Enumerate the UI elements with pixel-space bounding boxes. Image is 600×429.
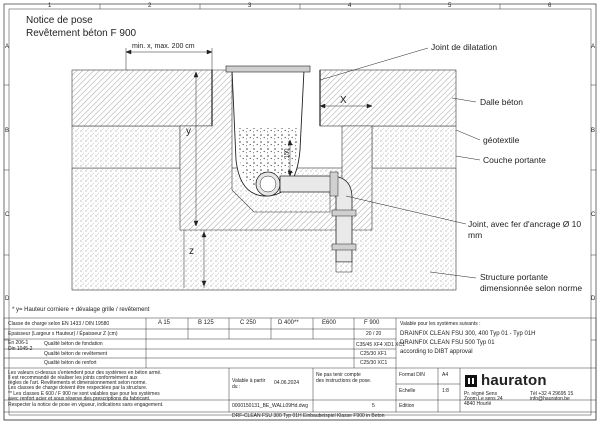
frame-col-3: 3 xyxy=(248,3,252,9)
frame-col-1: 1 xyxy=(48,3,52,9)
frame-col-5: 5 xyxy=(448,3,452,9)
dimension-top-label: min. x, max. 200 cm xyxy=(132,43,195,50)
disclaimer-line-2: des instructions de pose. xyxy=(316,378,372,384)
format-value: A4 xyxy=(442,372,449,378)
frame-row-d: D xyxy=(5,296,10,302)
callout-structure-portante-line2: dimensionnée selon norme xyxy=(480,283,583,293)
note-line-1: Les valeurs ci-dessus s'entendent pour des systèmes en béton armé. xyxy=(8,370,162,376)
address-line-3: 4840 Hourlé xyxy=(464,401,492,407)
contact-email: info@hauraton.be xyxy=(530,396,570,402)
callout-joint-ancrage-line2: mm xyxy=(468,230,483,240)
echelle-value: 1:8 xyxy=(442,388,449,394)
echelle-label: Echelle xyxy=(399,388,416,394)
dimension-150-label: 150 xyxy=(284,148,291,159)
systems-header: Valable pour les systèmes suivants : xyxy=(400,321,481,327)
disclaimer-line-1: Ne pas tenir compte xyxy=(316,372,361,378)
f900-dimension: 20 / 20 xyxy=(366,331,382,337)
grating xyxy=(226,66,310,72)
hauraton-logo-icon xyxy=(464,374,478,388)
callout-joint-dilatation: Joint de dilatation xyxy=(431,42,498,52)
frame-col-4: 4 xyxy=(348,3,352,9)
brand-logo xyxy=(464,372,547,389)
concrete-reinforce-label: Qualité béton de renfort xyxy=(44,360,97,366)
class-d400: D 400** xyxy=(278,320,299,326)
base-layer-right xyxy=(372,126,456,168)
page-number: 5 xyxy=(372,403,375,409)
frame-col-6: 6 xyxy=(548,3,552,9)
sheet-subtitle: Revêtement béton F 900 xyxy=(26,28,137,39)
dimension-top xyxy=(126,48,212,70)
bottom-title: DRF-CLEAN FSU 300 Typ 01H Einbaubeispiel Klasse F900 in Beton xyxy=(232,413,385,419)
system-line-1: DRAINFIX CLEAN FSU 300, 400 Typ 01 - Typ 01H xyxy=(400,331,536,337)
class-b125: B 125 xyxy=(198,320,214,326)
footnote: * y= Hauteur corniere + dévalage grille / revêtement xyxy=(12,307,150,313)
callout-structure-portante-line1: Structure portante xyxy=(480,272,549,282)
contact-phone: Tél +32 4 29695 15 xyxy=(530,391,574,397)
frame-row-a: A xyxy=(5,44,10,50)
system-line-2: DRAINFIX CLEAN FSU 500 Typ 01 xyxy=(400,340,495,346)
concrete-surface-label: Qualité béton de revêtement xyxy=(44,351,108,357)
load-class-label: Classe de charge selon EN 1433 / DIN 19580 xyxy=(8,321,110,327)
note-line-2: Il est recommandé de réaliser les joints conformément aux xyxy=(8,375,138,381)
frame-row-c: C xyxy=(5,212,10,218)
std-en206: En 206-1 xyxy=(8,340,29,346)
note2-line-1: ** Les classes E 600 / F 900 ne sont valables que pour les systèmes xyxy=(8,391,160,397)
frame-row-d-right: D xyxy=(591,296,596,302)
frame-col-2: 2 xyxy=(148,3,152,9)
note2-line-2: avec renfort acier et sous réserve des prescriptions du fabricant. xyxy=(8,396,151,402)
frame-row-b: B xyxy=(5,128,10,134)
base-layer-left xyxy=(72,126,180,168)
format-label: Format DIN xyxy=(399,372,425,378)
class-f900: F 900 xyxy=(364,320,380,326)
frame-row-b-right: B xyxy=(591,128,596,134)
class-a15: A 15 xyxy=(158,320,171,326)
note2-line-3: Respecter la notice de pose en vigueur, indications sans engagement. xyxy=(8,402,164,408)
doc-number: 0000150131_BE_WALL09Hd.dwg xyxy=(232,403,308,409)
valid-from-date: 04.06.2024 xyxy=(274,380,300,386)
note-line-3: règles de l'art. Revêtements et dimensionnement selon norme. xyxy=(8,380,147,386)
edition-label: Edition xyxy=(399,403,415,409)
f900-value-surface: C25/30 XF1 xyxy=(360,351,387,357)
frame-row-c-right: C xyxy=(591,212,596,218)
dimension-y-label: y xyxy=(186,126,191,137)
sheet-title: Notice de pose xyxy=(26,15,93,26)
concrete-foundation-label: Qualité béton de fondation xyxy=(44,341,103,347)
f900-value-reinforce: C25/30 XC1 xyxy=(360,360,388,366)
dimension-z-label: z xyxy=(189,246,194,257)
logo-wordmark: hauraton xyxy=(481,372,547,389)
note-line-4: Les classes de charge doivent être respectées par la structure. xyxy=(8,385,148,391)
address-line-1: Pr. régné Sens xyxy=(464,391,498,397)
valid-from-label: Valable à partir du : xyxy=(232,378,266,390)
frame-row-a-right: A xyxy=(591,44,596,50)
system-line-3: according to DIBT approval xyxy=(400,349,473,355)
callout-joint-ancrage-line1: Joint, avec fer d'ancrage Ø 10 xyxy=(468,219,582,229)
dimension-x-label: X xyxy=(340,95,347,106)
class-c250: C 250 xyxy=(240,320,257,326)
f900-value-foundation: C35/45 XF4 XD1 XC1 xyxy=(356,342,405,348)
address-line-2: Zoom Le sens 24 xyxy=(464,396,503,402)
std-din1045: Din 1045-2 xyxy=(8,346,33,352)
callout-couche-portante: Couche portante xyxy=(483,155,546,165)
class-e600: E600 xyxy=(322,320,337,326)
callout-dalle-beton: Dalle béton xyxy=(480,97,524,107)
dimension-row-label: Epaisseur (Largeur x Hauteur) / Épaisseur Z (cm) xyxy=(8,331,118,337)
slab-left xyxy=(72,70,212,126)
callout-geotextile: géotextile xyxy=(483,135,520,145)
